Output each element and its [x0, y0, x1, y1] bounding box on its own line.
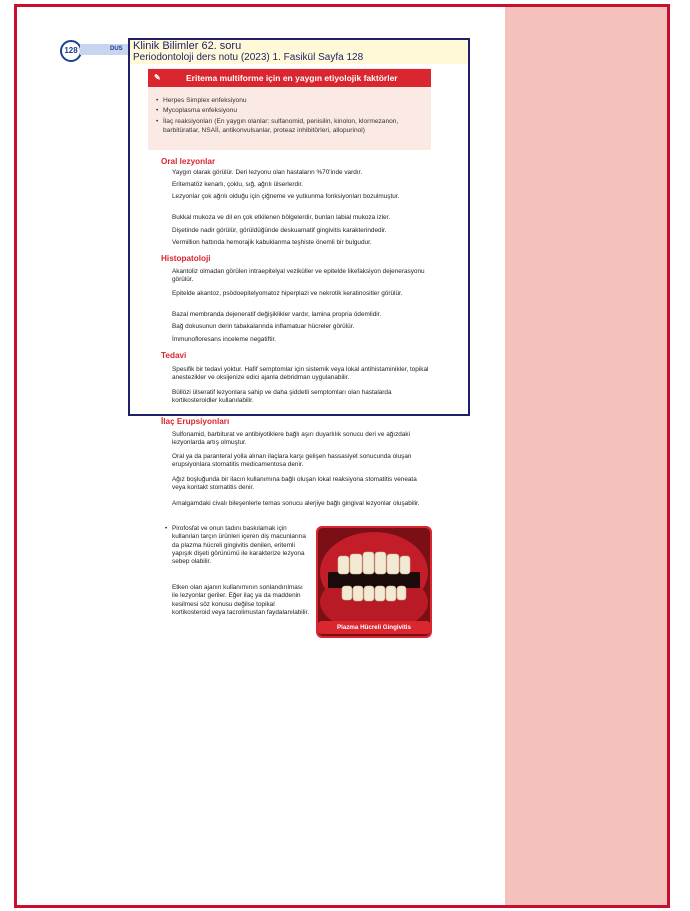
- section-title-oral: Oral lezyonlar: [161, 157, 216, 166]
- overlay-line-1: Klinik Bilimler 62. soru: [133, 40, 242, 52]
- paragraph: İmmunofloresans inceleme negatiftir.: [172, 336, 277, 343]
- paragraph: Bazal membranda dejeneratif değişiklikler vardır, lamina propria ödemlidir.: [172, 311, 382, 318]
- right-margin-band: [505, 7, 667, 905]
- pencil-icon: ✎: [154, 73, 161, 82]
- paragraph: Yaygın olarak görülür. Deri lezyonu olan hastaların %70'inde vardır.: [172, 169, 363, 176]
- overlay-line-2: Periodontoloji ders notu (2023) 1. Fasikül Sayfa 128: [133, 52, 364, 63]
- teeth-illustration: [318, 528, 430, 636]
- paragraph: Lezyonlar çok ağrılı olduğu için çiğneme ve yutkunma fonksiyonları bozulmuştur.: [172, 193, 400, 200]
- paragraph: Büllözi ülseratif lezyonlara sahip ve daha şiddetli semptomları olan hastalarda kortikosteroidler kullanılabilir.: [172, 389, 392, 405]
- paragraph: Vermillion hattında hemorajik kabuklanma teşhiste önemli bir bulgudur.: [172, 239, 372, 246]
- running-title: DUS: [80, 44, 136, 55]
- section-title-ilac: İlaç Erupsiyonları: [161, 417, 230, 426]
- paragraph: Eritematöz kenarlı, çoklu, sığ, ağrılı ülserlerdir.: [172, 181, 304, 188]
- section-title-tedavi: Tedavi: [161, 351, 187, 360]
- highlight-frame: [128, 38, 470, 416]
- paragraph: Spesifik bir tedavi yoktur. Hafif semptomlar için sistemik veya lokal antihistaminikler, topikal anestezikler ve oksijenize edici ajanla debridman uygulanabilir.: [172, 366, 429, 382]
- page-number: 128: [60, 40, 82, 62]
- bottom-rule: [14, 905, 670, 908]
- paragraph: Amalgamdaki civalı bileşenlerle temas sonucu alerjiye bağlı gingival lezyonlar oluşabilir.: [172, 500, 420, 507]
- paragraph: • Pirofosfat ve onun tadını baskılamak için kullanılan tarçın ürünleri içeren diş macunlarına da plazma hücreli gingivitis denilen, eritemli yapışık dişeti görünümü ile karakterize lezyona sebep olabilir.: [165, 525, 306, 566]
- paragraph: Dişetinde nadir görülür, görüldüğünde deskuamatif gingivitis karakterindedir.: [172, 227, 387, 234]
- paragraph: Akantoliz olmadan görülen intraepitelyal veziküller ve epitelde likefaksiyon dejenerasyonu görülür.: [172, 268, 425, 284]
- etiology-box-title: Eritema multiforme için en yaygın etiyolojik faktörler: [186, 73, 398, 83]
- list-item: • İlaç reaksiyonları (En yaygın olanlar: sulfanomid, penisilin, kinolon, klormezanon, barbitüratlar, NSAİİ, antikonvulsanlar, proteaz inhibitörleri, allopurinol): [156, 118, 399, 134]
- paragraph: Epitelde akantoz, psödoepitelyomatoz hiperplazi ve nekrotik keratinositler görülür.: [172, 290, 403, 297]
- paragraph: Oral ya da paranteral yolla alınan ilaçlara karşı gelişen hassasiyet sonucunda oluşan erupsiyonlara stomatitis medicamentosa denir.: [172, 453, 412, 469]
- list-item: • Mycoplasma enfeksiyonu: [156, 107, 238, 114]
- paragraph: Bukkal mukoza ve dil en çok etkilenen bölgelerdir, bunları labial mukoza izler.: [172, 214, 391, 221]
- paragraph: Sulfonamid, barbiturat ve antibiyotiklere bağlı aşırı duyarlılık sonucu deri ve ağızdaki lezyonlarda artış olmuştur.: [172, 431, 410, 447]
- list-item: • Herpes Simplex enfeksiyonu: [156, 97, 247, 104]
- paragraph: Etken olan ajanın kullanımının sonlandırılması ile lezyonlar geriler. Eğer ilaç ya da maddenin kesilmesi söz konusu değilse topikal kortikosteroid veya tacrolimustan faydalanılabilir.: [172, 584, 310, 616]
- paragraph: Bağ dokusunun derin tabakalarında inflamatuar hücreler görülür.: [172, 323, 355, 330]
- paragraph: Ağız boşluğunda bir ilacın kullanımına bağlı oluşan lokal reaksiyona stomatitis veneata veya kontakt stomatitis denir.: [172, 476, 417, 492]
- section-title-histo: Histopatoloji: [161, 254, 211, 263]
- figure-caption: Plazma Hücreli Gingivitis: [318, 621, 430, 634]
